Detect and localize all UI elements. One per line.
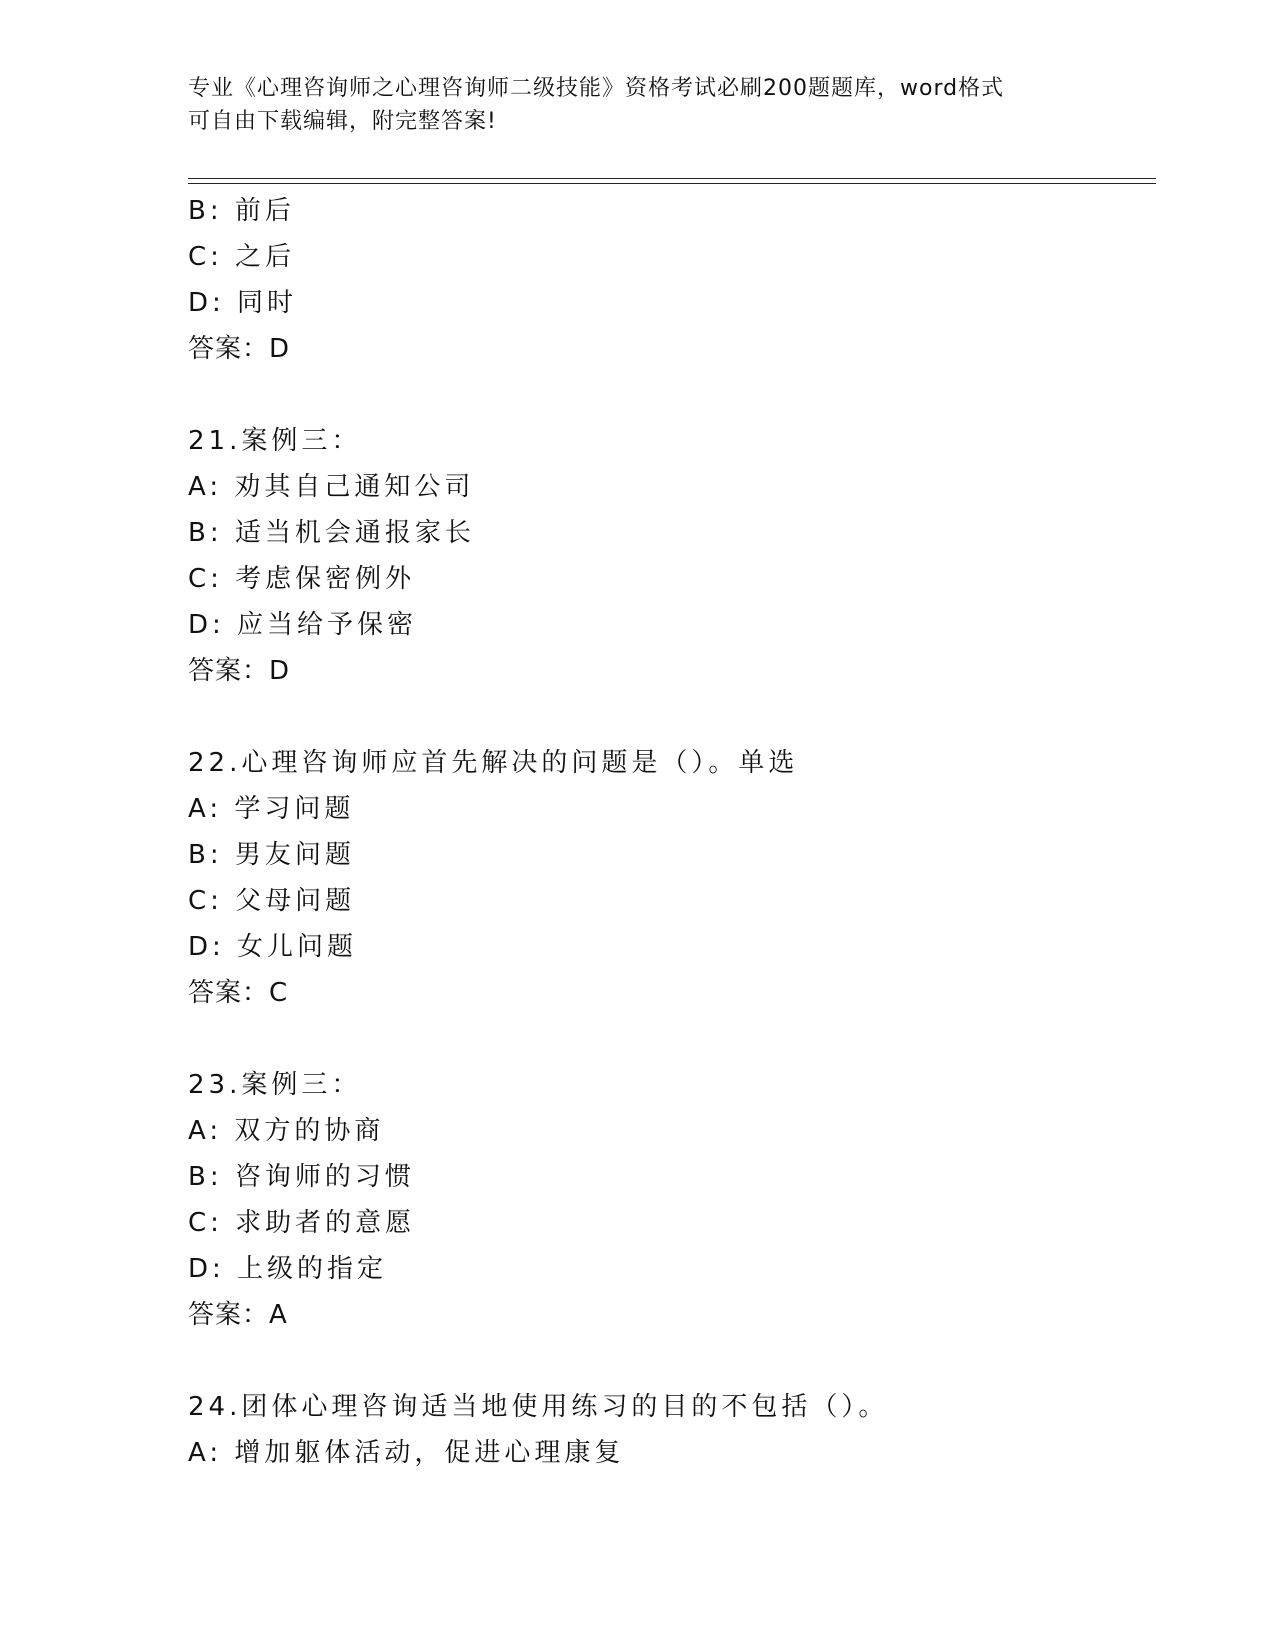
question-text: 21.案例三：	[188, 426, 362, 456]
option-text: A: 劝其自己通知公司	[188, 472, 475, 502]
answer-text: 答案：D	[188, 656, 291, 686]
option-text: B: 适当机会通报家长	[188, 518, 475, 548]
option-text: D: 上级的指定	[188, 1254, 388, 1284]
option-text: B: 前后	[188, 196, 295, 226]
header-rule-bottom	[188, 183, 1156, 184]
option-text: A: 增加躯体活动，促进心理康复	[188, 1438, 625, 1468]
option-text: D: 女儿问题	[188, 932, 358, 962]
option-text: A: 双方的协商	[188, 1116, 385, 1146]
option-text: D: 同时	[188, 288, 298, 318]
question-text: 22.心理咨询师应首先解决的问题是（）。单选	[188, 748, 799, 778]
question-text: 23.案例三：	[188, 1070, 362, 1100]
option-text: C: 考虑保密例外	[188, 564, 416, 594]
document-header	[188, 72, 1088, 138]
spacer	[188, 694, 1148, 740]
spacer	[188, 1016, 1148, 1062]
question-text: 24.团体心理咨询适当地使用练习的目的不包括（）。	[188, 1392, 889, 1422]
answer-text: 答案：A	[188, 1300, 288, 1330]
spacer	[188, 372, 1148, 418]
option-text: D: 应当给予保密	[188, 610, 418, 640]
header-line-1: 专业《心理咨询师之心理咨询师二级技能》资格考试必刷200题题库，word格式	[188, 76, 1005, 101]
option-text: A: 学习问题	[188, 794, 355, 824]
answer-text: 答案：C	[188, 978, 289, 1008]
option-text: C: 之后	[188, 242, 296, 272]
option-text: C: 父母问题	[188, 886, 356, 916]
answer-text: 答案：D	[188, 334, 291, 364]
header-rule-top	[188, 178, 1156, 179]
spacer	[188, 1338, 1148, 1384]
option-text: B: 咨询师的习惯	[188, 1162, 415, 1192]
header-line-2: 可自由下载编辑，附完整答案!	[188, 109, 497, 134]
option-text: B: 男友问题	[188, 840, 355, 870]
option-text: C: 求助者的意愿	[188, 1208, 416, 1238]
question-list	[188, 188, 1148, 1476]
